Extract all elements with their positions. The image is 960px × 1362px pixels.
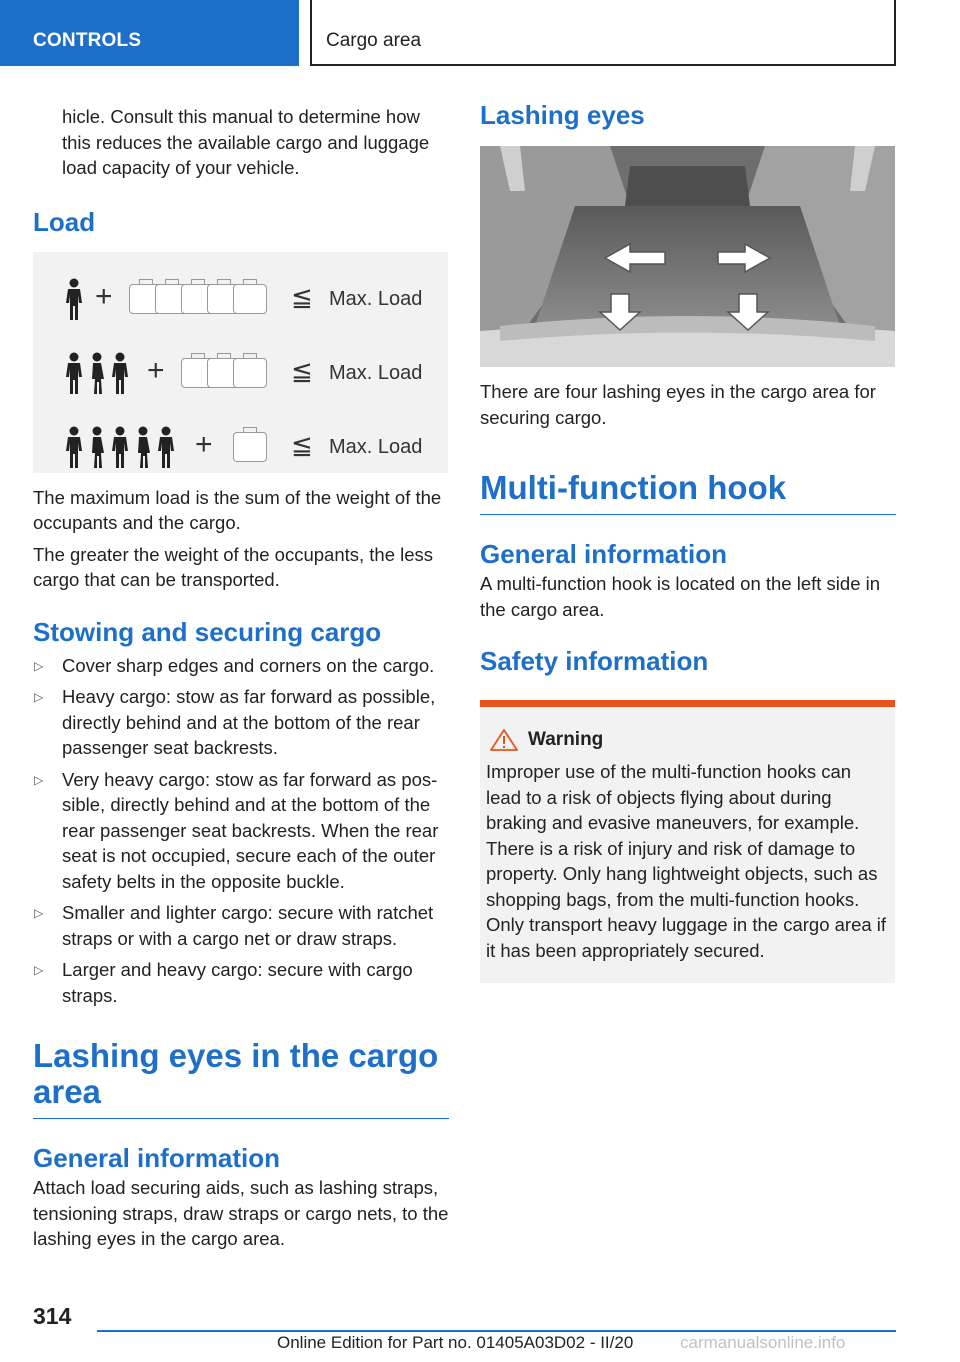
less-equal-sign: ≦ <box>291 429 313 460</box>
lashing-eyes-heading: Lashing eyes <box>480 100 645 130</box>
left-column <box>33 100 449 1252</box>
plus-sign: + <box>195 427 213 461</box>
person-icon <box>65 426 83 470</box>
list-item: ▷ Very heavy cargo: stow as far forward as possible, directly behind and at the bottom of the rear passenger seat backrests. When the rear seat is not occupied, secure each of the outer safety belts in the opposite buckle. <box>34 768 439 892</box>
section-label: CONTROLS <box>33 30 142 51</box>
warning-title-row <box>486 729 889 751</box>
load-paragraph-2: The greater the weight of the occupants, the less cargo that can be transported. <box>33 543 434 590</box>
triangle-bullet-icon: ▷ <box>34 772 44 787</box>
max-load-label: Max. Load <box>329 287 423 310</box>
person-icon <box>111 426 129 470</box>
person-icon <box>88 352 106 396</box>
chapter-title: Cargo area <box>326 30 422 51</box>
list-item: ▷ Heavy cargo: stow as far forward as possible, directly behind and at the bottom of the rear passenger seat backrests. <box>34 686 436 758</box>
edition-text: Online Edition for Part no. 01405A03D02 - II/20 <box>277 1333 634 1352</box>
list-item: ▷ Cover sharp edges and corners on the cargo. <box>33 653 449 679</box>
right-column <box>480 100 896 983</box>
plus-sign: + <box>147 353 165 387</box>
warning-icon <box>490 729 518 751</box>
person-icon <box>157 426 175 470</box>
less-equal-sign: ≦ <box>291 355 313 386</box>
load-row-2 <box>33 348 448 408</box>
general-info-text-right: A multi-function hook is located on the left side in the cargo area. <box>480 573 881 620</box>
multi-hook-heading: Multi-function hook <box>480 470 896 515</box>
person-icon <box>88 426 106 470</box>
luggage-icon <box>233 432 267 462</box>
general-info-heading: General information <box>33 1143 281 1173</box>
triangle-bullet-icon: ▷ <box>34 690 44 704</box>
lashing-eyes-text: There are four lashing eyes in the cargo area for securing cargo. <box>480 381 876 428</box>
triangle-bullet-icon: ▷ <box>34 906 44 920</box>
load-figure <box>33 252 448 473</box>
max-load-label: Max. Load <box>329 435 423 458</box>
general-info-heading-right: General information <box>480 539 728 569</box>
luggage-icon <box>233 284 267 314</box>
max-load-label: Max. Load <box>329 361 423 384</box>
page-number: 314 <box>33 1303 72 1329</box>
triangle-bullet-icon: ▷ <box>34 658 44 673</box>
footer-rule <box>97 1330 896 1332</box>
person-icon <box>134 426 152 470</box>
safety-heading: Safety information <box>480 646 709 676</box>
cargo-area-photo <box>480 146 895 367</box>
cargo-area-illustration <box>480 146 895 367</box>
chapter-header <box>310 0 896 66</box>
list-item: ▷ Larger and heavy cargo: secure with cargo straps. <box>34 959 413 1006</box>
luggage-icon <box>233 358 267 388</box>
stowing-heading: Stowing and securing cargo <box>33 616 382 647</box>
lashing-area-heading: Lashing eyes in the cargo area <box>33 1038 449 1119</box>
load-heading: Load <box>33 206 96 237</box>
plus-sign: + <box>95 279 113 313</box>
person-icon <box>65 278 83 322</box>
load-row-3 <box>33 422 448 482</box>
watermark: carmanualsonline.info <box>680 1333 846 1352</box>
intro-paragraph: hicle. Consult this manual to determine how this reduces the available cargo and luggage load capacity of your vehicle. <box>62 106 430 178</box>
triangle-bullet-icon: ▷ <box>34 963 44 977</box>
less-equal-sign: ≦ <box>291 281 313 312</box>
load-paragraph-1: The maximum load is the sum of the weight of the occupants and the cargo. <box>33 486 442 533</box>
section-tab <box>0 0 299 66</box>
warning-text: Improper use of the multi-function hooks can lead to a risk of objects flying about during braking and evasive maneuvers, for example. There is a risk of injury and risk of damage to property. Only hang lightweight objects, such as shopping bags, from the multi-function hooks. Only transport heavy luggage in the cargo area if it has been appropriately secured. <box>486 761 887 961</box>
stowing-list <box>33 653 449 1009</box>
person-icon <box>111 352 129 396</box>
warning-title: Warning <box>528 729 604 750</box>
warning-box <box>480 700 895 983</box>
person-icon <box>65 352 83 396</box>
list-item: ▷ Smaller and lighter cargo: secure with ratchet straps or with a cargo net or draw straps. <box>34 902 434 949</box>
general-info-text: Attach load securing aids, such as lashing straps, tensioning straps, draw straps or cargo nets, to the lashing eyes in the cargo area. <box>33 1177 449 1249</box>
load-row-1 <box>33 274 448 334</box>
